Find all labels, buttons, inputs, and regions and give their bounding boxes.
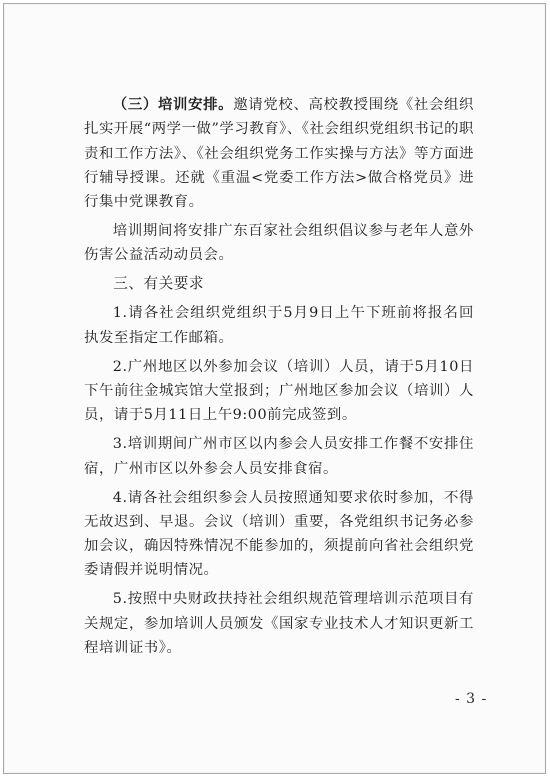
requirement-item-3: 3.培训期间广州市区以内参会人员安排工作餐不安排住宿，广州市区以外参会人员安排食宿。 xyxy=(84,436,474,477)
paragraph-training-arrangement xyxy=(84,93,474,214)
document-body xyxy=(84,93,474,665)
requirement-item-5: 5.按照中央财政扶持社会组织规范管理培训示范项目有关规定，参加培训人员颁发《国家专业技术人才知识更新工程培训证书》。 xyxy=(84,591,474,657)
requirement-item-2: 2.广州地区以外参加会议（培训）人员，请于5月10日下午前往金城宾馆大堂报到；广州地区参加会议（培训）人员，请于5月11日上午9:00前完成签到。 xyxy=(84,358,474,424)
page-number: - 3 - xyxy=(455,691,488,707)
requirement-item-1: 1.请各社会组织党组织于5月9日上午下班前将报名回执发至指定工作邮箱。 xyxy=(84,305,474,346)
section-title-requirements: 三、有关要求 xyxy=(113,275,205,293)
training-arrangement-text: 邀请党校、高校教授围绕《社会组织扎实开展“两学一做”学习教育》、《社会组织党组织书记的职责和工作方法》、《社会组织党务工作实操与方法》等方面进行辅导授课。还就《重温<党委工作方法>做合格党员》进行集中党课教育。 xyxy=(84,97,474,211)
training-arrangement-heading: （三）培训安排。 xyxy=(112,96,234,113)
requirement-item-4: 4.请各社会组织参会人员按照通知要求依时参加，不得无故迟到、早退。会议（培训）重要，各党组织书记务必参加会议，确因特殊情况不能参加的，须提前向省社会组织党委请假并说明情况。 xyxy=(84,489,474,579)
paragraph-mobilization-meeting: 培训期间将安排广东百家社会组织倡议参与老年人意外伤害公益活动动员会。 xyxy=(84,223,474,264)
document-page xyxy=(3,3,546,774)
